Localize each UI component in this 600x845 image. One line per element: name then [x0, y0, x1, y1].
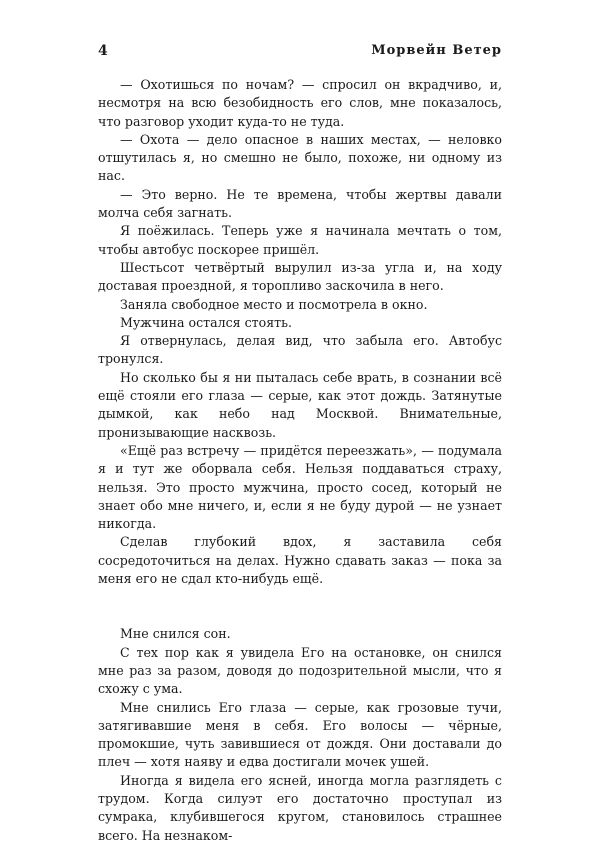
page-number: 4: [98, 43, 108, 59]
page-header: [98, 40, 502, 62]
body-text: [98, 76, 502, 845]
paragraph: «Ещё раз встречу — придётся переезжать», — подумала я и тут же оборвала себя. Нельзя поддаваться страху, нельзя. Это просто мужчина, просто сосед, который не знает обо мне ничего, и, если я не буду дурой — не узнает никогда.: [98, 442, 502, 532]
paragraph: Сделав глубокий вдох, я заставила себя сосредоточиться на делах. Нужно сдавать заказ — пока за меня его не сдал кто-нибудь ещё.: [98, 534, 502, 587]
paragraph: Заняла свободное место и посмотрела в окно.: [120, 296, 428, 312]
running-title: Морвейн Ветер: [371, 43, 502, 58]
paragraph: Мне снились Его глаза — серые, как грозовые тучи, затягивавшие меня в себя. Его волосы — чёрные, промокшие, чуть завившиеся от дождя. Они доставали до плеч — хотя наяву и едва достигали мочек ушей.: [98, 699, 502, 770]
paragraph: Я поёжилась. Теперь уже я начинала мечтать о том, чтобы автобус поскорее пришёл.: [98, 223, 502, 257]
paragraph: Но сколько бы я ни пыталась себе врать, в сознании всё ещё стояли его глаза — серые, как этот дождь. Затянутые дымкой, как небо над Москвой. Внимательные, пронизывающие насквозь.: [98, 369, 502, 440]
paragraph: Я отвернулась, делая вид, что забыла его. Автобус тронулся.: [98, 333, 502, 367]
paragraph: Мужчина остался стоять.: [120, 314, 293, 330]
paragraph: Иногда я видела его ясней, иногда могла разглядеть с трудом. Когда силуэт его достаточно проступал из сумрака, клубившегося кругом, становилось страшнее всего. На незнаком-: [98, 772, 502, 843]
paragraph: С тех пор как я увидела Его на остановке, он снился мне раз за разом, доводя до подозрительной мысли, что я схожу с ума.: [98, 644, 502, 697]
paragraph: — Охота — дело опасное в наших местах, — неловко отшутилась я, но смешно не было, похоже, ни одному из нас.: [98, 131, 502, 184]
paragraph: — Охотишься по ночам? — спросил он вкрадчиво, и, несмотря на всю безобидность его слов, мне показалось, что разговор уходит куда-то не туда.: [98, 77, 502, 129]
paragraph: Шестьсот четвёртый вырулил из-за угла и, на ходу доставая проездной, я торопливо заскочила в него.: [98, 259, 502, 294]
paragraph-section-start: Мне снился сон.: [120, 626, 231, 642]
paragraph: — Это верно. Не те времена, чтобы жертвы давали молча себя загнать.: [98, 186, 502, 221]
